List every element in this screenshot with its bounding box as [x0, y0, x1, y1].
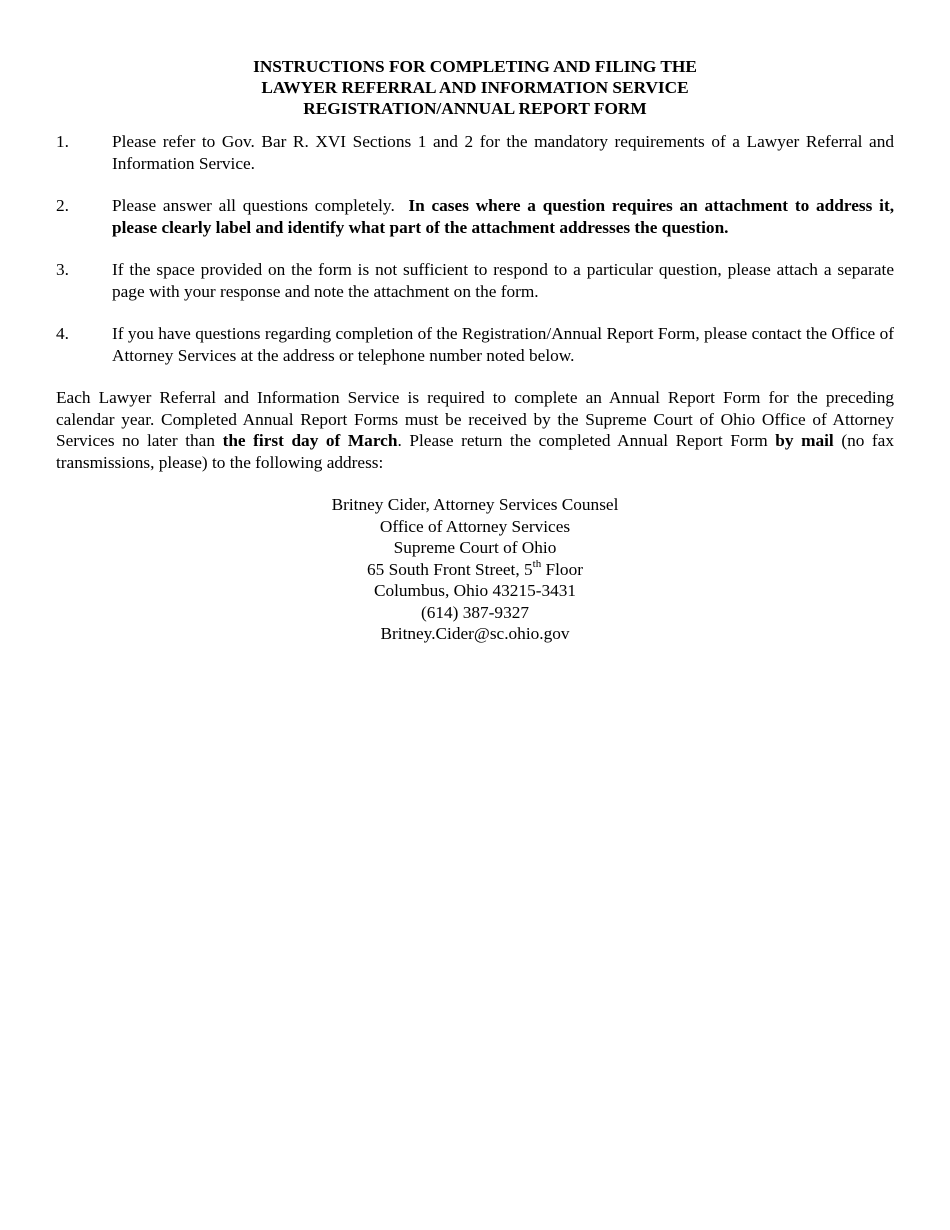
address-street-post: Floor — [541, 559, 583, 579]
paragraph-bold-mail: by mail — [775, 431, 834, 450]
item-text: If you have questions regarding completion of the Registration/Annual Report Form, please contact the Office of Attorney Services at the address or telephone number noted below. — [112, 324, 894, 365]
address-court: Supreme Court of Ohio — [393, 538, 557, 557]
title-line-3: REGISTRATION/ANNUAL REPORT FORM — [303, 99, 647, 118]
item-bold-text: In cases where a question requires an attachment to address it, please clearly label and identify what part of the attachment addresses the question. — [112, 196, 895, 237]
document-page — [56, 56, 894, 645]
address-phone: (614) 387-9327 — [421, 602, 529, 622]
filing-paragraph — [56, 387, 894, 473]
item-number: 4. — [56, 324, 69, 343]
address-street — [56, 559, 894, 581]
paragraph-part-1: Each Lawyer Referral and Information Service is required to complete an Annual Report Form for the preceding calendar year. Completed Annual Report Forms must be received by the Supreme Court of Ohio Office of Attorney Services no later than — [56, 388, 894, 450]
title-line-2: LAWYER REFERRAL AND INFORMATION SERVICE — [261, 78, 689, 97]
address-street-sup: th — [532, 557, 542, 570]
item-number: 1. — [56, 132, 69, 151]
title-line-1: INSTRUCTIONS FOR COMPLETING AND FILING THE — [253, 57, 697, 76]
address-email: Britney.Cider@sc.ohio.gov — [380, 624, 570, 643]
address-name: Britney Cider, Attorney Services Counsel — [331, 495, 619, 514]
item-number: 3. — [56, 260, 69, 279]
instruction-item-1 — [56, 131, 894, 174]
paragraph-part-2: . Please return the completed Annual Report Form — [397, 431, 768, 450]
document-title — [56, 56, 894, 119]
address-city: Columbus, Ohio 43215-3431 — [373, 581, 577, 600]
instruction-item-2 — [56, 195, 894, 238]
address-street-pre: 65 South Front Street, 5 — [367, 559, 533, 579]
item-text: Please refer to Gov. Bar R. XVI Sections 1 and 2 for the mandatory requirements of a Lawyer Referral and Information Service. — [112, 132, 894, 173]
item-text: If the space provided on the form is not sufficient to respond to a particular question, please attach a separate page with your response and note the attachment on the form. — [112, 260, 894, 301]
address-office: Office of Attorney Services — [379, 516, 571, 536]
item-text: Please answer all questions completely. — [112, 196, 395, 215]
instruction-item-3 — [56, 259, 894, 302]
mailing-address — [56, 494, 894, 645]
paragraph-bold-deadline: the first day of March — [222, 431, 398, 450]
item-number: 2. — [56, 196, 69, 215]
instruction-item-4 — [56, 323, 894, 366]
paragraph-part-3: (no fax transmissions, please) to the following address: — [56, 431, 894, 472]
